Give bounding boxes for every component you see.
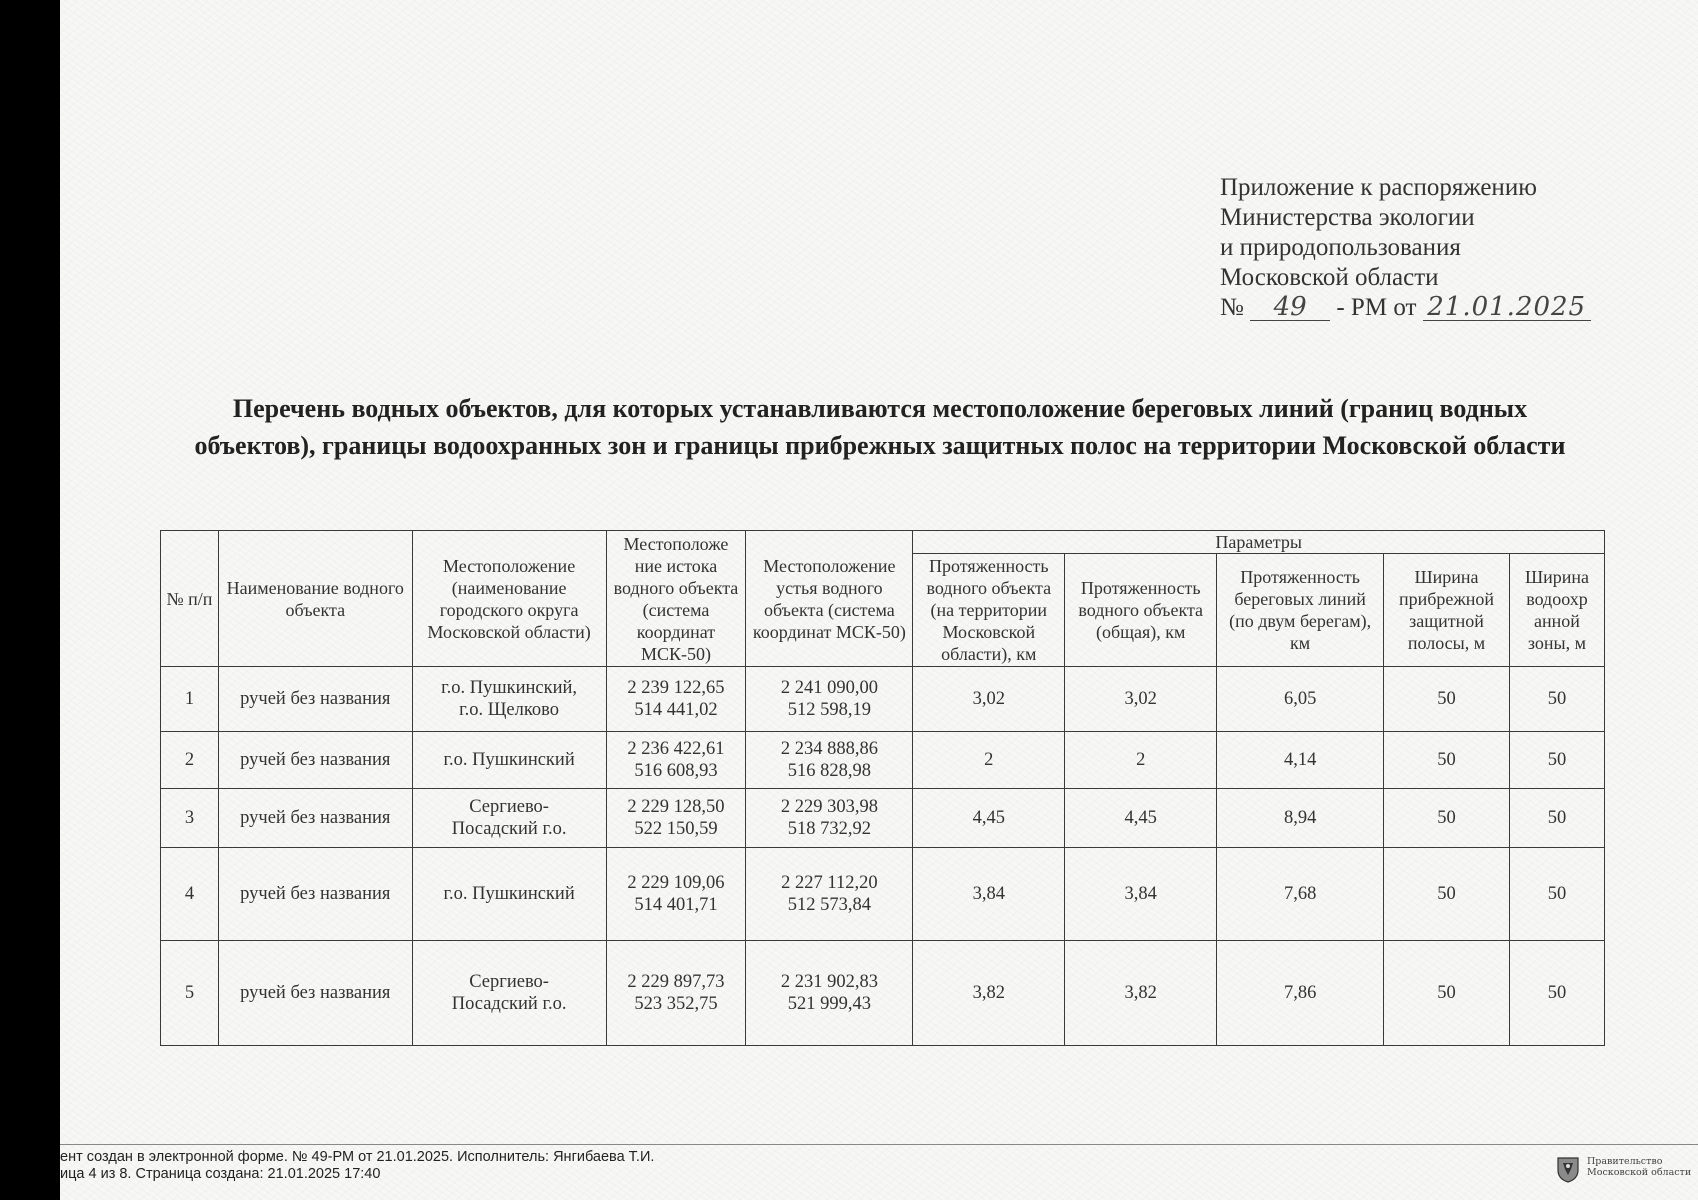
cell-length-total: 4,45: [1065, 789, 1217, 848]
government-logo: [1555, 1153, 1695, 1185]
appendix-line-4: Московской области: [1220, 264, 1439, 291]
cell-zone: 50: [1509, 667, 1604, 732]
cell-zone: 50: [1509, 732, 1604, 789]
order-number-line: [1220, 293, 1591, 323]
cell-num: 4: [161, 848, 219, 941]
cell-length-mo: 3,82: [913, 941, 1065, 1046]
location-line-1: г.о. Пушкинский,: [441, 678, 578, 698]
cell-length-total: 3,82: [1065, 941, 1217, 1046]
cell-zone: 50: [1509, 789, 1604, 848]
source-y: 523 352,75: [634, 994, 718, 1014]
cell-strip: 50: [1384, 732, 1510, 789]
cell-length-mo: 2: [913, 732, 1065, 789]
source-x: 2 229 897,73: [627, 972, 725, 992]
cell-source: [606, 848, 746, 941]
cell-mouth: [746, 667, 913, 732]
source-x: 2 236 422,61: [627, 739, 725, 759]
mouth-y: 521 999,43: [787, 994, 871, 1014]
cell-name: ручей без названия: [218, 732, 412, 789]
cell-mouth: [746, 732, 913, 789]
cell-num: 1: [161, 667, 219, 732]
source-y: 514 401,71: [634, 895, 718, 915]
table-row: [161, 848, 1605, 941]
table-row: [161, 667, 1605, 732]
location-line-1: Сергиево-: [469, 797, 549, 817]
mouth-x: 2 234 888,86: [780, 739, 878, 759]
cell-length-mo: 4,45: [913, 789, 1065, 848]
header-length-mo: Протяженность водного объекта (на территории Московской области), км: [913, 554, 1065, 667]
mouth-y: 512 598,19: [787, 700, 871, 720]
appendix-line-1: Приложение к распоряжению: [1220, 174, 1537, 201]
source-x: 2 229 128,50: [627, 797, 725, 817]
table-row: [161, 789, 1605, 848]
cell-source: [606, 941, 746, 1046]
cell-name: ручей без названия: [218, 667, 412, 732]
cell-location: г.о. Пушкинский: [412, 732, 606, 789]
cell-strip: 50: [1384, 848, 1510, 941]
appendix-block: [1220, 173, 1591, 323]
mouth-y: 516 828,98: [787, 761, 871, 781]
cell-zone: 50: [1509, 941, 1604, 1046]
cell-length-total: 3,84: [1065, 848, 1217, 941]
mouth-x: 2 231 902,83: [780, 972, 878, 992]
header-strip: Ширина прибрежной защитной полосы, м: [1384, 554, 1510, 667]
header-location: Местоположение (наименование городского округа Московской области): [412, 531, 606, 667]
cell-location: [412, 667, 606, 732]
cell-length-mo: 3,84: [913, 848, 1065, 941]
source-y: 522 150,59: [634, 819, 718, 839]
cell-shore: 6,05: [1217, 667, 1384, 732]
cell-name: ручей без названия: [218, 941, 412, 1046]
cell-location: г.о. Пушкинский: [412, 848, 606, 941]
source-x: 2 239 122,65: [627, 678, 725, 698]
mouth-x: 2 227 112,20: [781, 873, 878, 893]
cell-shore: 8,94: [1217, 789, 1384, 848]
footer-divider: [60, 1144, 1698, 1145]
header-params: Параметры: [913, 531, 1605, 554]
cell-num: 5: [161, 941, 219, 1046]
handwritten-order-date: 21.01.2025: [1423, 294, 1591, 321]
number-sign: №: [1220, 294, 1244, 321]
cell-shore: 7,68: [1217, 848, 1384, 941]
mouth-x: 2 229 303,98: [780, 797, 878, 817]
footer-line-2: ица 4 из 8. Страница создана: 21.01.2025 17:40: [60, 1166, 381, 1182]
cell-num: 2: [161, 732, 219, 789]
table-row: [161, 941, 1605, 1046]
cell-length-total: 3,02: [1065, 667, 1217, 732]
scan-left-edge: [0, 0, 60, 1200]
cell-mouth: [746, 941, 913, 1046]
source-y: 516 608,93: [634, 761, 718, 781]
location-line-1: Сергиево-: [469, 972, 549, 992]
cell-num: 3: [161, 789, 219, 848]
water-objects-table: [160, 530, 1605, 1046]
location-line-2: г.о. Щелково: [459, 700, 560, 720]
cell-shore: 4,14: [1217, 732, 1384, 789]
header-mouth: Местоположение устья водного объекта (система координат МСК-50): [746, 531, 913, 667]
location-line-2: Посадский г.о.: [451, 819, 567, 839]
cell-strip: 50: [1384, 789, 1510, 848]
header-shore: Протяженность береговых линий (по двум берегам), км: [1217, 554, 1384, 667]
cell-length-total: 2: [1065, 732, 1217, 789]
logo-line-1: Правительство: [1587, 1156, 1663, 1167]
cell-mouth: [746, 789, 913, 848]
cell-shore: 7,86: [1217, 941, 1384, 1046]
mouth-y: 518 732,92: [787, 819, 871, 839]
cell-source: [606, 732, 746, 789]
header-source: Местоположе ние истока водного объекта (система координат МСК-50): [606, 531, 746, 667]
document-title: Перечень водных объектов, для которых устанавливаются местоположение береговых линий (границ водных объектов), границы водоохранных зон и границы прибрежных защитных полос на территории Московской области: [194, 394, 1566, 460]
cell-strip: 50: [1384, 667, 1510, 732]
cell-source: [606, 667, 746, 732]
cell-source: [606, 789, 746, 848]
cell-location: [412, 789, 606, 848]
mouth-y: 512 573,84: [787, 895, 871, 915]
footer-line-1: ент создан в электронной форме. № 49-РМ от 21.01.2025. Исполнитель: Янгибаева Т.И.: [60, 1149, 655, 1165]
table-row: [161, 732, 1605, 789]
cell-name: ручей без названия: [218, 848, 412, 941]
cell-strip: 50: [1384, 941, 1510, 1046]
electronic-document-footer: [60, 1149, 654, 1183]
header-zone: Ширина водоохр анной зоны, м: [1509, 554, 1604, 667]
cell-length-mo: 3,02: [913, 667, 1065, 732]
location-line-2: Посадский г.о.: [451, 994, 567, 1014]
source-x: 2 229 109,06: [627, 873, 725, 893]
appendix-line-3: и природопользования: [1220, 234, 1461, 261]
cell-zone: 50: [1509, 848, 1604, 941]
coat-of-arms-icon: [1555, 1155, 1581, 1183]
header-length-total: Протяженность водного объекта (общая), км: [1065, 554, 1217, 667]
header-name: Наименование водного объекта: [218, 531, 412, 667]
appendix-line-2: Министерства экологии: [1220, 204, 1475, 231]
mouth-x: 2 241 090,00: [780, 678, 878, 698]
cell-location: [412, 941, 606, 1046]
cell-name: ручей без названия: [218, 789, 412, 848]
header-num: № п/п: [161, 531, 219, 667]
cell-mouth: [746, 848, 913, 941]
logo-line-2: Московской области: [1587, 1167, 1692, 1178]
source-y: 514 441,02: [634, 700, 718, 720]
handwritten-order-number: 49: [1250, 294, 1330, 321]
order-mid-text: - РМ от: [1336, 294, 1417, 321]
